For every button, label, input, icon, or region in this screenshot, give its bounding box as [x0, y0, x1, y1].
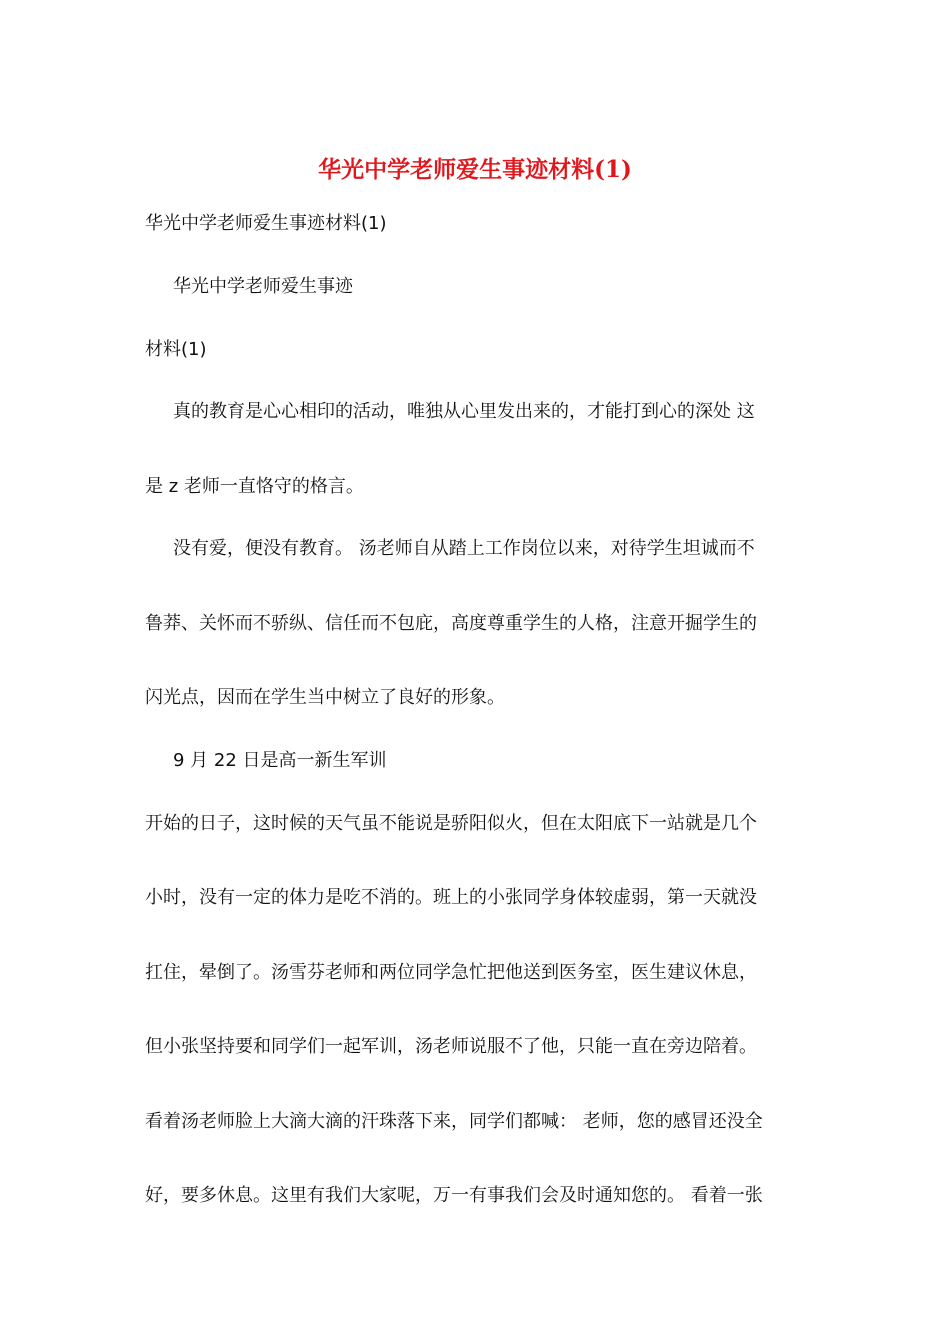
paragraph-line: 扛住，晕倒了。汤雪芬老师和两位同学急忙把他送到医务室，医生建议休息， — [145, 962, 757, 983]
subtitle-line: 华光中学老师爱生事迹材料(1) — [145, 213, 387, 234]
heading-continuation-line: 材料(1) — [145, 339, 207, 360]
paragraph-line: 9 月 22 日是高一新生军训 — [173, 750, 387, 771]
paragraph-line: 闪光点，因而在学生当中树立了良好的形象。 — [145, 687, 505, 708]
paragraph-line: 是 z 老师一直恪守的格言。 — [145, 476, 364, 497]
document-title: 华光中学老师爱生事迹材料(1) — [318, 156, 632, 183]
paragraph-line: 好，要多休息。这里有我们大家呢，万一有事我们会及时通知您的。 看着一张 — [145, 1185, 763, 1206]
paragraph-line: 看着汤老师脸上大滴大滴的汗珠落下来，同学们都喊： 老师，您的感冒还没全 — [145, 1111, 763, 1132]
paragraph-line: 鲁莽、关怀而不骄纵、信任而不包庇，高度尊重学生的人格，注意开掘学生的 — [145, 613, 757, 634]
heading-line: 华光中学老师爱生事迹 — [173, 276, 353, 297]
paragraph-line: 但小张坚持要和同学们一起军训，汤老师说服不了他，只能一直在旁边陪着。 — [145, 1036, 757, 1057]
paragraph-line: 真的教育是心心相印的活动，唯独从心里发出来的，才能打到心的深处 这 — [173, 401, 755, 422]
paragraph-line: 没有爱，便没有教育。 汤老师自从踏上工作岗位以来，对待学生坦诚而不 — [173, 538, 755, 559]
paragraph-line: 小时，没有一定的体力是吃不消的。班上的小张同学身体较虚弱，第一天就没 — [145, 887, 757, 908]
paragraph-line: 开始的日子，这时候的天气虽不能说是骄阳似火，但在太阳底下一站就是几个 — [145, 813, 757, 834]
